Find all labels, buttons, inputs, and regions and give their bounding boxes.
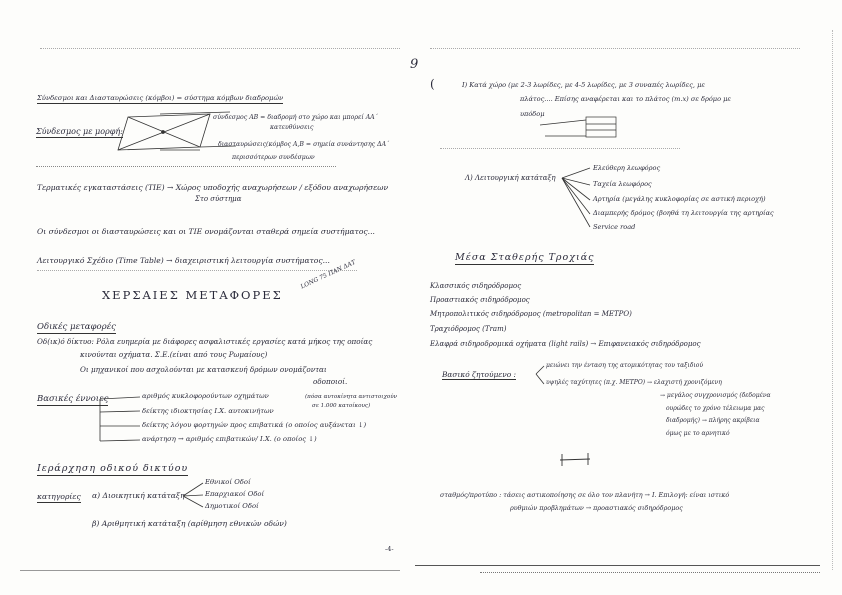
links-nodes-line: Σύνδεσμοι και Διασταυρώσεις (κόμβοι) = σύστημα κόμβων διαδρομών (37, 94, 284, 102)
corner-stamp: LONG 75 ΠΑΝ ΔΑΤ (299, 258, 357, 291)
arterial: Αρτηρία (μεγάλης κυκλοφορίας σε αστική περιοχή) (593, 195, 766, 203)
link-ab-note: σύνδεσμος ΑΒ = διαδρομή στο χώρο και μπορεί ΑΑ΄ (213, 114, 378, 121)
national-roads: Εθνικοί Οδοί (205, 478, 251, 486)
road-network-definition: Οδ(ικ)ό δίκτυο: Ρόλα ευημερία με διάφορες ασφαλιστικές εργασίες κατά μήκος της οποίας (37, 337, 373, 346)
spatial-classification-3: υπόδομ (520, 110, 545, 118)
numeric-classification: β) Αριθμητική κατάταξη (αρίθμηση εθνικών οδών) (92, 519, 287, 528)
through-road: Διαμπερής δρόμος (βοηθά τη λειτουργία της αρτηρίας (593, 209, 774, 217)
fixed-track-heading: Μέσα Σταθερής Τροχιάς (455, 252, 595, 263)
bracket-mark: ( (430, 77, 435, 91)
objective-sync-4: όμως με το αρνητικό (666, 430, 730, 437)
link-shape-label: Σύνδεσμος με μορφή: (36, 127, 123, 136)
fixed-points-line: Οι σύνδεσμοι οι διασταυρώσεις και οι ΤΙΕ ονομάζονται σταθερά σημεία συστήματος... (37, 227, 375, 236)
mode-metro: Μητροπολιτικός σιδηρόδρομος (metropolitan = METPO) (430, 310, 632, 318)
mode-suburban-rail: Προαστιακός σιδηρόδρομος (430, 296, 530, 304)
municipal-roads: Δημοτικοί Οδοί (205, 502, 259, 510)
page-number: -4- (385, 545, 394, 553)
scan-edge-right (832, 30, 833, 570)
objective-reduce: μειώνει την ένταση της ατομικότητας του ταξιδιού (546, 362, 704, 369)
urbanization-trends-2: ρυθμιών προβλημάτων → προαστιακός σιδηρόδρομος (510, 504, 683, 512)
bottom-rule-left (20, 570, 400, 571)
road-network-definition-2: κινούνται οχήματα. Σ.Ε.(είναι από τους Ρωμαίους) (80, 350, 268, 359)
junction-note: διασταυρώσεις(κόμβος Α,Β = σημεία συνάντησης ΔΑ΄ (218, 141, 390, 148)
basic-objective-label: Βασικό ζητούμενο : (442, 370, 517, 379)
categories-label: κατηγορίες (37, 492, 81, 501)
mode-classic-rail: Κλασσικός σιδηρόδρομος (430, 282, 522, 290)
spatial-classification: Ι) Κατά χώρο (με 2-3 λωρίδες, με 4-5 λωρίδες, με 3 συναπές λωρίδες, με (462, 81, 705, 89)
expressway: Ταχεία λεωφόρος (593, 180, 652, 188)
junction-note-2: περισσότερων συνδέσμων (232, 154, 315, 161)
road-engineers-line-2: οδοποιοί. (313, 377, 348, 386)
ownership-index: δείκτης ιδιοκτησίας Ι.Χ. αυτοκινήτων (142, 407, 274, 415)
provincial-roads: Επαρχιακοί Οδοί (205, 490, 265, 498)
terminal-facilities-line-2: Στο σύστημα (195, 195, 242, 203)
administrative-classification: α) Διοικητική κατάταξη (92, 491, 185, 500)
page-mark-9: 9 (410, 57, 419, 72)
bottom-rule-right (415, 565, 820, 566)
link-ab-note-2: κατευθύνσεις (270, 124, 314, 131)
vehicle-count-note-2: σε 1.000 κατοίκους) (312, 403, 371, 409)
basic-concepts-label: Βασικές έννοιες (37, 394, 109, 404)
service-road: Service road (593, 223, 636, 231)
objective-sync: → μεγάλος συγχρονισμός (δεδομένα (660, 392, 771, 399)
bottom-rule-right-2 (480, 572, 820, 573)
land-transport-title: ΧΕΡΣΑΙΕΣ ΜΕΤΑΦΟΡΕΣ (102, 288, 283, 302)
truck-ratio-index: δείκτης λόγου φορτηγών προς επιβατικά (ο οποίος αυξάνεται ↓) (142, 421, 367, 429)
freeway: Ελεύθερη λεωφόρος (593, 164, 661, 172)
terminal-facilities-line: Τερματικές εγκαταστάσεις (ΤΙΕ) → Χώρος υποδοχής αναχωρήσεων / εξόδου αναχωρήσεων (37, 183, 389, 192)
passenger-ratio: ανάρτηση → αριθμός επιβατικών/ Ι.Χ. (ο οποίος ↓) (142, 435, 317, 443)
objective-speed: υψηλές ταχύτητες (π.χ. ΜΕΤΡΟ) → ελαχιστή χρονιζόμενη (546, 379, 722, 386)
vehicle-count: αριθμός κυκλοφορούντων οχημάτων (142, 392, 269, 400)
mode-light-rail: Ελαφρά σιδηροδρομικά οχήματα (light rails) → Επιφανειακός σιδηρόδρομος (430, 340, 701, 348)
objective-sync-2: ουρώδες το χρόνο τέλειωμα μας (666, 405, 765, 412)
road-hierarchy-heading: Ιεράρχηση οδικού δικτύου (37, 463, 189, 474)
road-transport-heading: Οδικές μεταφορές (37, 322, 116, 332)
objective-sync-3: διαδρομής) → πλήρης ακρίβεια (666, 417, 760, 424)
mode-tram: Τραχιόδρομος (Tram) (430, 325, 507, 333)
timetable-line: Λειτουργικό Σχέδιο (Time Table) → διαχειριστική λειτουργία συστήματος... (37, 256, 330, 265)
road-engineers-line: Οι μηχανικοί που ασχολούνται με κατασκευή δρόμων ονομάζονται (80, 365, 327, 374)
urbanization-trends: σταθμός/προτύπο : τάσεις αστικοποίησης σε όλο τον πλανήτη → Ι. Επιλογή: είναι ιστικό (440, 491, 730, 499)
vehicle-count-note: (πόσα αυτοκίνητα αντιστοιχούν (305, 394, 398, 400)
spatial-classification-2: πλάτος.... Επίσης αναφέρεται και το πλάτος (m.x) σε δρόμο με (520, 95, 731, 103)
functional-classification: Λ) Λειτουργική κατάταξη (465, 174, 556, 182)
